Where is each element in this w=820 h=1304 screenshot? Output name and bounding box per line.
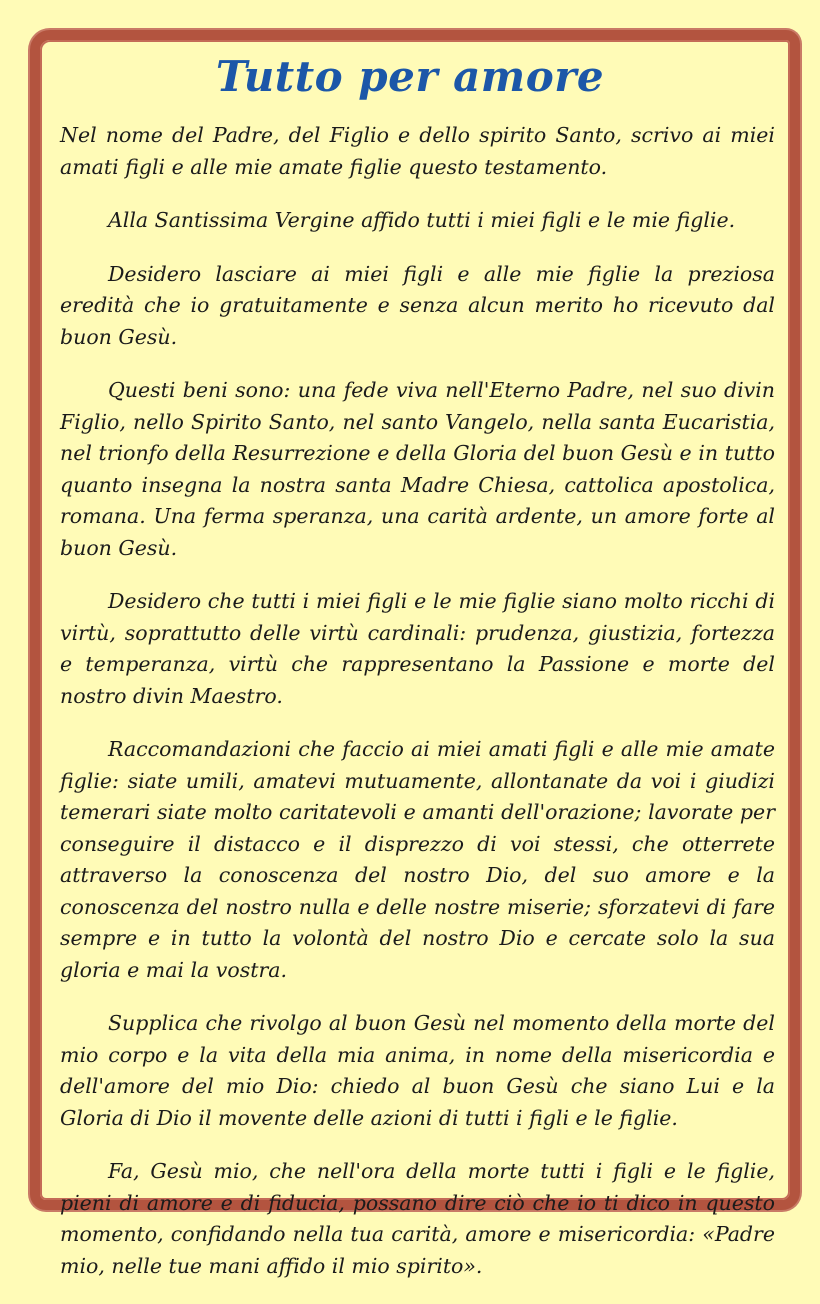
paragraph-virtues: Desidero che tutti i miei figli e le mie figlie siano molto ricchi di virtù, soprattutto delle virtù cardinali: prudenza, giustizia, fortezza e temperanza, virtù che rappresentano la Passione e morte del nostro divin Maestro. [60, 589, 775, 708]
paragraph-recommendations: Raccomandazioni che faccio ai miei amati figli e alle mie amate figlie: siate umili, amatevi mutuamente, allontanate da voi i giudizi temerari siate molto caritatevoli e amanti dell'orazione; lavorate per conseguire il distacco e il disprezzo di voi stessi, che otterrete attraverso la conoscenza del nostro Dio, del suo amore e la conoscenza del nostro nulla e delle nostre miserie; sforzatevi di fare sempre e in tutto la volontà del nostro Dio e cercate solo la sua gloria e mai la vostra. [60, 737, 775, 982]
paragraph-supplication: Supplica che rivolgo al buon Gesù nel momento della morte del mio corpo e la vita della mia anima, in nome della misericordia e dell'amore del mio Dio: chiedo al buon Gesù che siano Lui e la Gloria di Dio il movente delle azioni di tutti i figli e le figlie. [60, 1011, 775, 1130]
paragraph-inheritance: Desidero lasciare ai miei figli e alle mie figlie la preziosa eredità che io gratuitamente e senza alcun merito ho ricevuto dal buon Gesù. [60, 261, 775, 349]
page-title: Tutto per amore [215, 52, 605, 101]
paragraph-intro: Nel nome del Padre, del Figlio e dello spirito Santo, scrivo ai miei amati figli e alle mie amate figlie questo testamento. [60, 123, 775, 179]
paragraph-goods: Questi beni sono: una fede viva nell'Eterno Padre, nel suo divin Figlio, nello Spirito Santo, nel santo Vangelo, nella santa Eucaristia, nel trionfo della Resurrezione e della Gloria del buon Gesù e in tutto quanto insegna la nostra santa Madre Chiesa, cattolica apostolica, romana. Una ferma speranza, una carità ardente, un amore forte al buon Gesù. [60, 378, 775, 560]
paragraph-virgin: Alla Santissima Vergine affido tutti i miei figli e le mie figlie. [108, 208, 736, 232]
testament-body [60, 120, 775, 1304]
paragraph-final-prayer: Fa, Gesù mio, che nell'ora della morte tutti i figli e le figlie, pieni di amore e di fiducia, possano dire ciò che io ti dico in questo momento, confidando nella tua carità, amore e misericordia: «Padre mio, nelle tue mani affido il mio spirito». [60, 1159, 775, 1278]
